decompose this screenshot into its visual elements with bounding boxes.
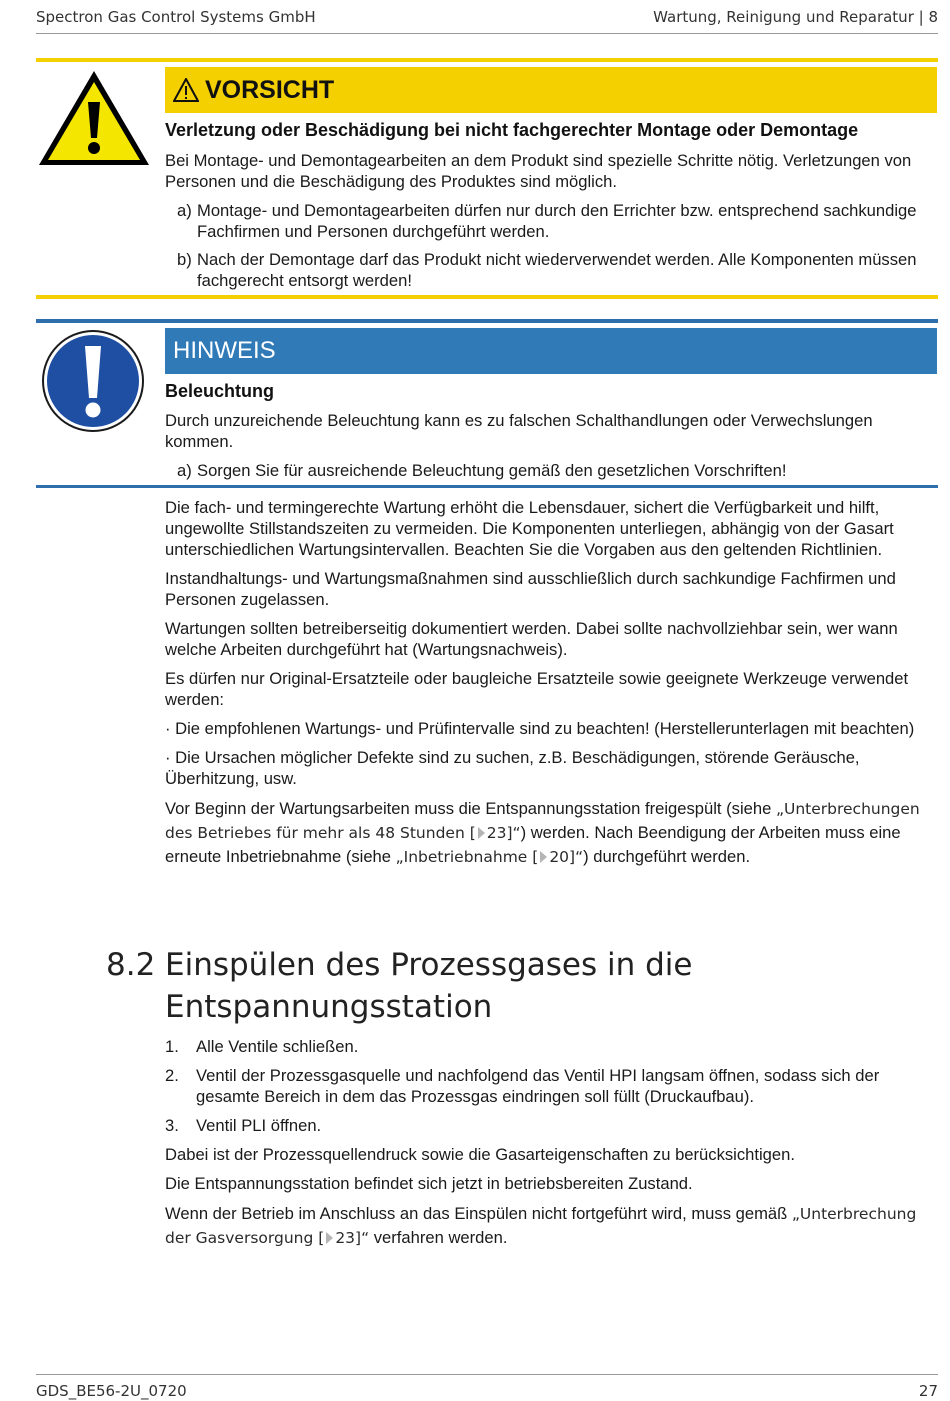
- footer-divider: [36, 1374, 938, 1375]
- section-title: Einspülen des Prozessgases in die Entspannungsstation: [165, 947, 693, 1025]
- xref-text: „Unterbrechungen des Betriebes für mehr als 48 Stunden [: [165, 800, 920, 842]
- text-run: Wenn der Betrieb im Anschluss an das Einspülen nicht fortgeführt wird, muss gemäß: [165, 1204, 792, 1223]
- xref-text: „Unterbrechung der Gasversorgung [: [165, 1205, 917, 1247]
- notice-subtitle: Beleuchtung: [165, 381, 275, 401]
- caution-body: [165, 150, 935, 298]
- document-id: GDS_BE56-2U_0720: [36, 1382, 187, 1400]
- header-chapter: Wartung, Reinigung und Reparatur | 8: [653, 8, 938, 26]
- step-item: [165, 1115, 935, 1136]
- list-text: Montage- und Demontagearbeiten dürfen nur durch den Errichter bzw. entsprechend sachkundige Fachfirmen und Personen durchgeführt werden.: [197, 201, 917, 241]
- paragraph: Die Entspannungsstation befindet sich jetzt in betriebsbereiten Zustand.: [165, 1174, 693, 1193]
- step-text: Ventil PLI öffnen.: [196, 1116, 322, 1135]
- xref-page: 20]“: [549, 848, 584, 866]
- notice-bottom-bar: [36, 485, 938, 488]
- header-divider: [36, 33, 938, 34]
- cross-reference-link[interactable]: [396, 848, 584, 866]
- section-heading: [106, 944, 926, 1028]
- page-number: 27: [918, 1382, 938, 1400]
- list-marker: a): [177, 461, 192, 480]
- notice-label: HINWEIS: [173, 337, 276, 364]
- caution-text: Bei Montage- und Demontagearbeiten an dem Produkt sind spezielle Schritte nötig. Verletzungen von Personen und die Beschädigung des Produktes sind möglich.: [165, 151, 912, 191]
- xref-text: „Inbetriebnahme [: [395, 848, 539, 866]
- caution-heading: [165, 67, 937, 113]
- notice-body: [165, 410, 935, 488]
- maintenance-text: [165, 497, 935, 877]
- paragraph: Es dürfen nur Original-Ersatzteile oder baugleiche Ersatzteile sowie geeignete Werkzeuge verwendet werden:: [165, 669, 909, 709]
- list-item: [177, 200, 935, 242]
- paragraph: Instandhaltungs- und Wartungsmaßnahmen sind ausschließlich durch sachkundige Fachfirmen und Personen zugelassen.: [165, 569, 896, 609]
- caution-label: VORSICHT: [205, 75, 335, 104]
- page-header: [36, 8, 938, 26]
- step-number: 1.: [165, 1037, 179, 1056]
- text-run: verfahren werden.: [369, 1228, 508, 1247]
- list-item: [177, 460, 935, 481]
- paragraph-with-ref: [165, 1202, 935, 1250]
- page-footer: [36, 1382, 938, 1400]
- step-text: Alle Ventile schließen.: [196, 1037, 359, 1056]
- text-run: ) werden. Nach Beendigung der Arbeiten muss eine erneute Inbetriebnahme (siehe: [165, 823, 901, 866]
- step-number: 3.: [165, 1116, 179, 1135]
- page-arrow-icon: [326, 1232, 333, 1244]
- bullet-item: · Die Ursachen möglicher Defekte sind zu suchen, z.B. Beschädigungen, störende Geräusche, Überhitzung, usw.: [165, 748, 860, 788]
- xref-page: 23]“: [486, 824, 521, 842]
- list-marker: a): [177, 201, 192, 220]
- page-arrow-icon: [478, 827, 485, 839]
- step-number: 2.: [165, 1066, 179, 1085]
- warning-triangle-icon: [36, 68, 152, 168]
- mandatory-exclamation-icon: [40, 328, 146, 434]
- xref-page: 23]“: [335, 1229, 370, 1247]
- list-item: [177, 249, 935, 291]
- notice-heading: [165, 328, 937, 374]
- caution-subtitle: Verletzung oder Beschädigung bei nicht fachgerechter Montage oder Demontage: [165, 120, 859, 140]
- step-text: Ventil der Prozessgasquelle und nachfolgend das Ventil HPI langsam öffnen, sodass sich der gesamte Bereich in dem das Prozessgas eindringen soll füllt (Druckaufbau).: [196, 1066, 880, 1106]
- paragraph-with-refs: [165, 797, 935, 869]
- step-item: [165, 1036, 935, 1057]
- page-arrow-icon: [540, 851, 547, 863]
- bullet-item: · Die empfohlenen Wartungs- und Prüfintervalle sind zu beachten! (Herstellerunterlagen mit beachten): [165, 719, 915, 738]
- header-company: Spectron Gas Control Systems GmbH: [36, 8, 316, 26]
- section-number: 8.2: [106, 947, 156, 983]
- caution-bottom-bar: [36, 295, 938, 299]
- paragraph: Die fach- und termingerechte Wartung erhöht die Lebensdauer, sichert die Verfügbarkeit und hilft, ungewollte Stillstandszeiten zu vermeiden. Die Komponenten unterliegen, abhängig von der Gasart unterschiedlichen Wartungsintervallen. Beachten Sie die Vorgaben aus den geltenden Richtlinien.: [165, 498, 894, 559]
- warning-small-icon: [173, 78, 199, 102]
- section-body: [165, 1036, 935, 1258]
- paragraph: Wartungen sollten betreiberseitig dokumentiert werden. Dabei sollte nachvollziehbar sein, wer wann welche Arbeiten durchgeführt hat (Wartungsnachweis).: [165, 619, 898, 659]
- list-marker: b): [177, 250, 192, 269]
- notice-text: Durch unzureichende Beleuchtung kann es zu falschen Schalthandlungen oder Verwechslungen kommen.: [165, 411, 873, 451]
- list-text: Nach der Demontage darf das Produkt nicht wiederverwendet werden. Alle Komponenten müssen fachgerecht entsorgt werden!: [197, 250, 917, 290]
- text-run: ) durchgeführt werden.: [583, 847, 751, 866]
- text-run: Vor Beginn der Wartungsarbeiten muss die Entspannungsstation freigespült (siehe: [165, 799, 776, 818]
- step-item: [165, 1065, 935, 1107]
- list-text: Sorgen Sie für ausreichende Beleuchtung gemäß den gesetzlichen Vorschriften!: [197, 461, 787, 480]
- caution-top-bar: [36, 58, 938, 62]
- paragraph: Dabei ist der Prozessquellendruck sowie die Gasarteigenschaften zu berücksichtigen.: [165, 1145, 795, 1164]
- notice-top-bar: [36, 319, 938, 323]
